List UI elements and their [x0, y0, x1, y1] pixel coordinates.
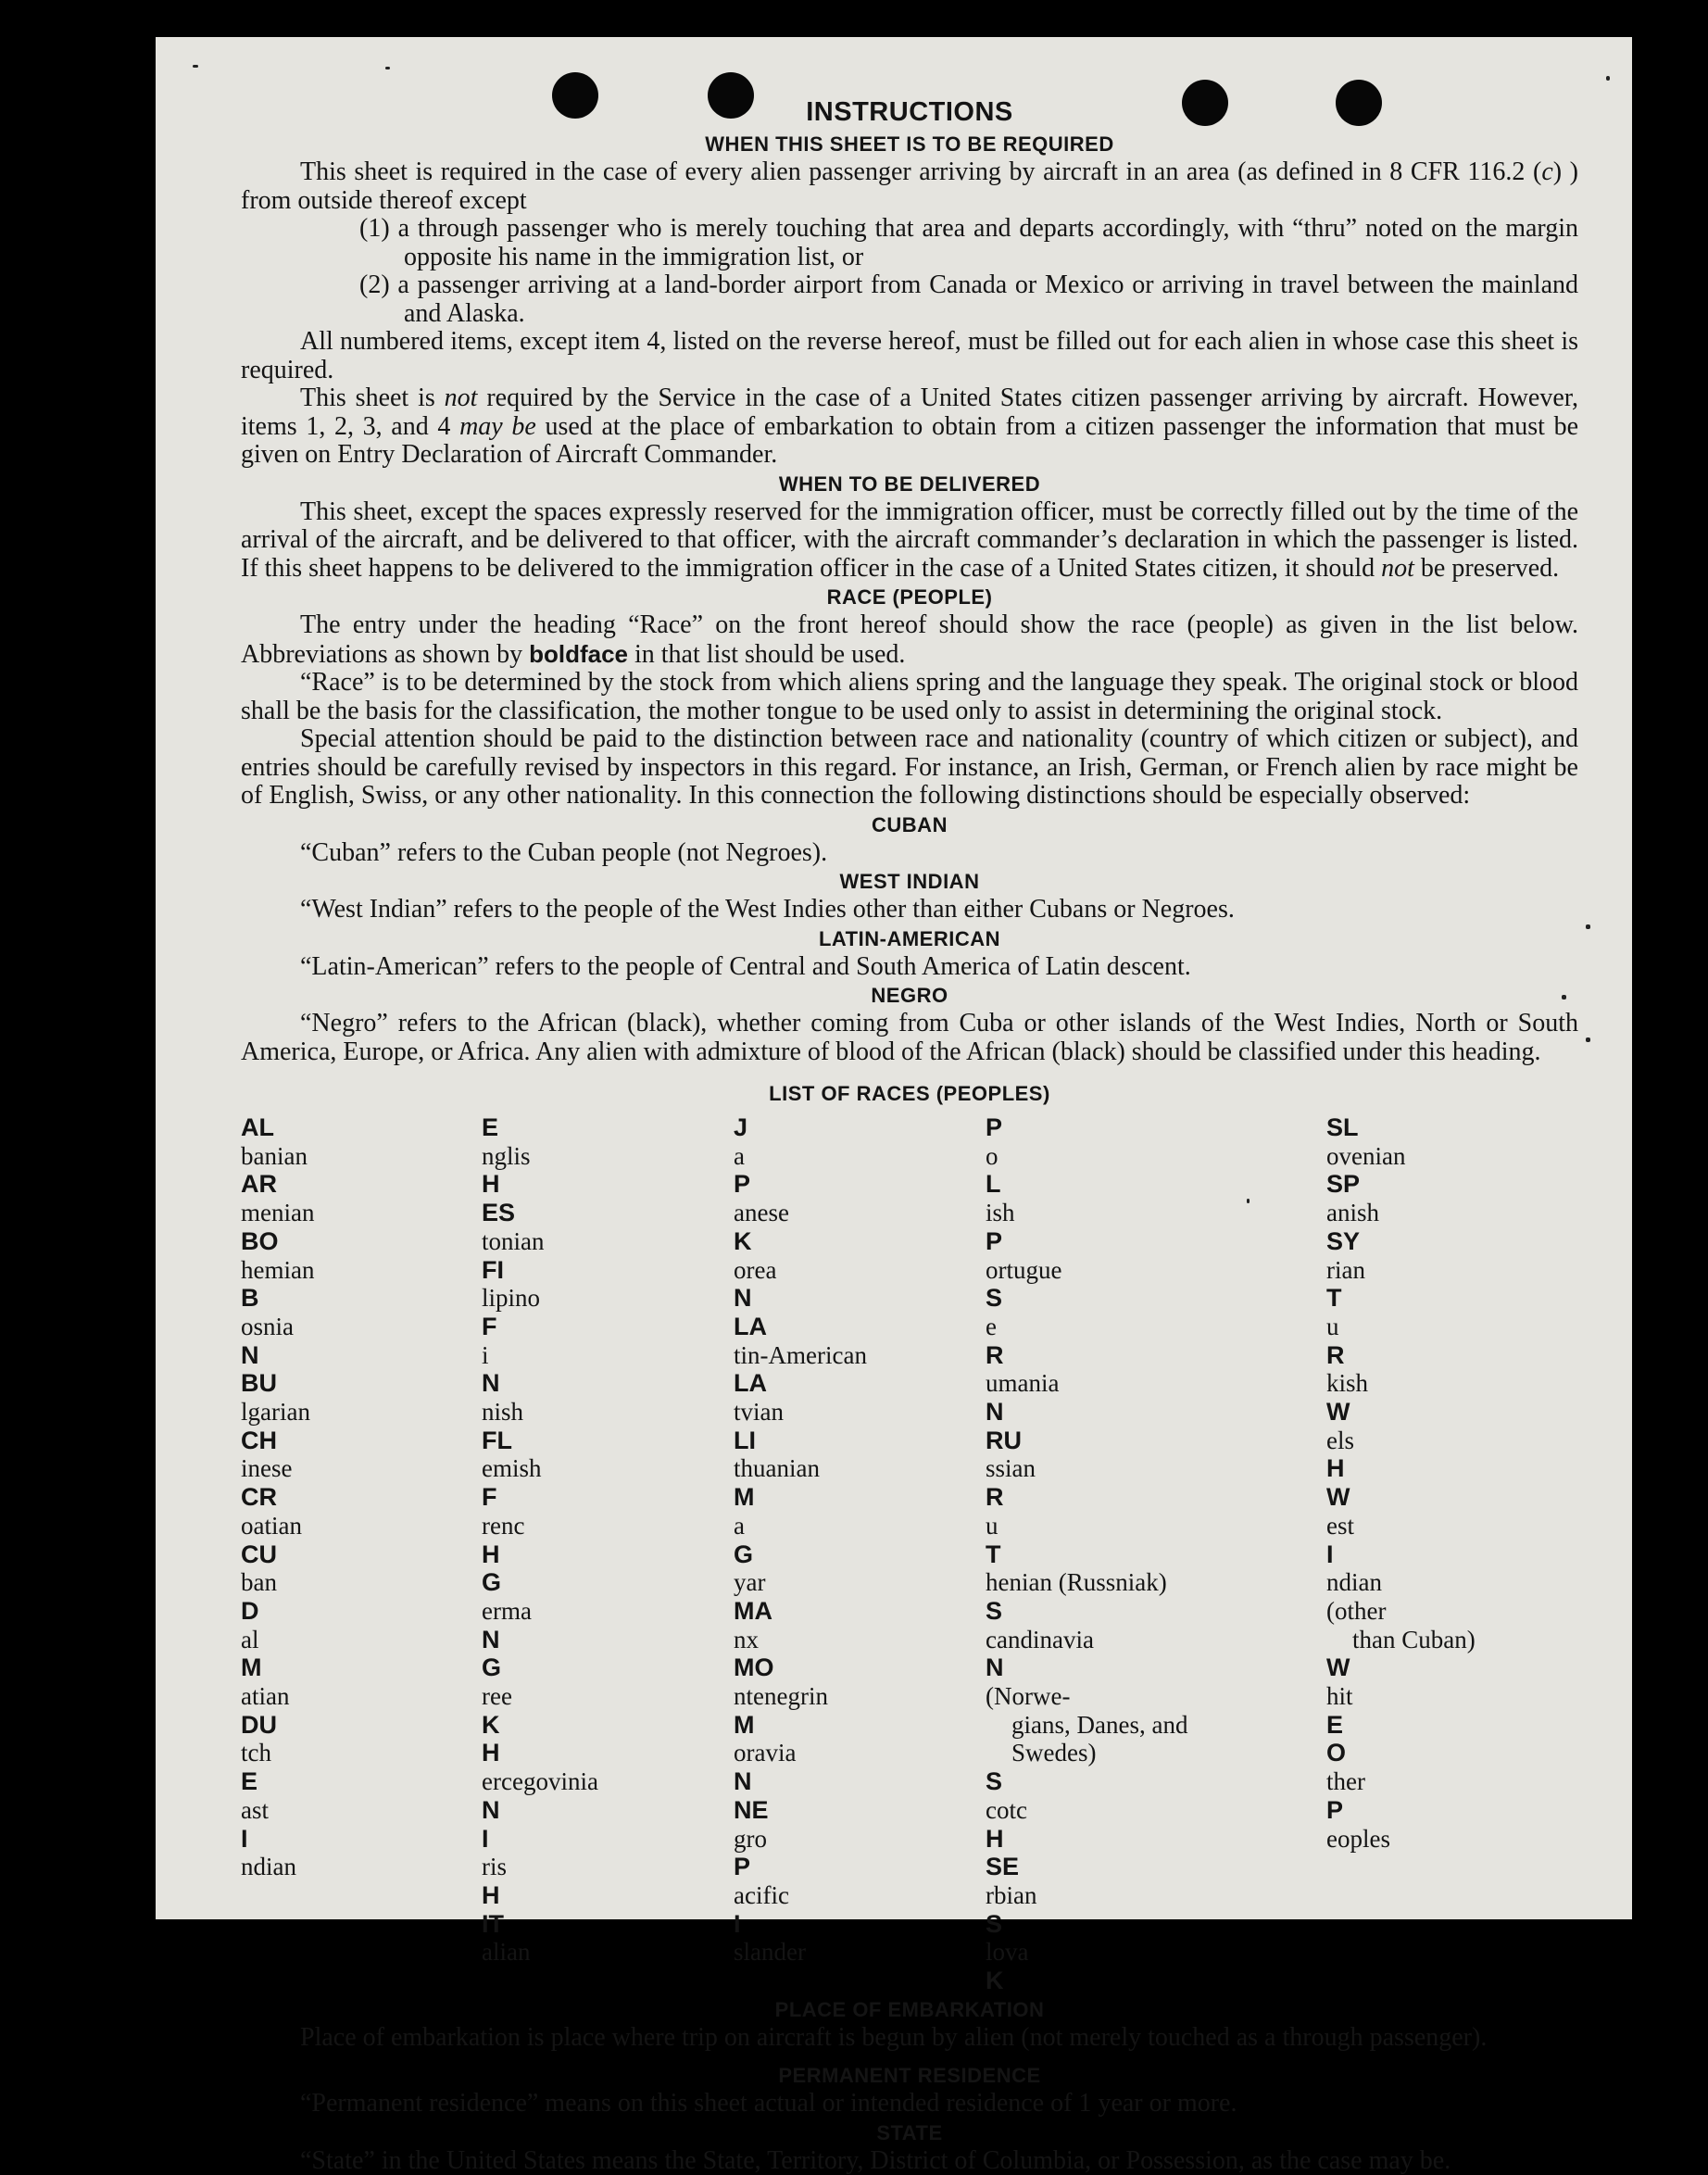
race-entry: M oravia N [734, 1710, 797, 1796]
race-entry: NE gro [734, 1795, 769, 1853]
race-entry: F i N nish [482, 1312, 524, 1427]
race-entry: P o L ish [986, 1113, 1015, 1227]
race-entry: G erma N [482, 1568, 532, 1653]
race-entry: FI lipino [482, 1255, 541, 1313]
race-entry: B osnia N [241, 1284, 294, 1369]
paragraph: This sheet is required in the case of every alien passenger arriving by aircraft in an area (as defined in 8 CFR 116.2 (c) ) from outside thereof except [241, 157, 1578, 215]
race-entry: S candinavia N (Norwe- [986, 1596, 1094, 1711]
race-entry: LI thuanian [734, 1426, 820, 1483]
race-entry: K orea N [734, 1226, 777, 1313]
race-entry: CU ban [241, 1540, 277, 1597]
race-column [241, 1113, 482, 1995]
section-heading: LATIN-AMERICAN [818, 926, 1000, 950]
race-entry: IT alian [482, 1909, 531, 1967]
race-entry: AL banian [241, 1113, 308, 1170]
race-entry: M a G yar [734, 1483, 766, 1597]
section-heading: PLACE OF EMBARKATION [774, 1997, 1045, 2021]
section-heading: WHEN THIS SHEET IS TO BE REQUIRED [705, 132, 1114, 156]
section-heading: CUBAN [872, 812, 948, 836]
paragraph: The entry under the heading “Race” on the front hereof should show the race (people) as given in the list below. Abbreviations as shown by boldface in that list should be used. [241, 610, 1578, 669]
ink-speck [193, 65, 198, 68]
section-heading: RACE (PEOPLE) [826, 585, 993, 609]
race-column [1326, 1113, 1578, 1995]
race-entry: O ther P eoples [1326, 1739, 1390, 1853]
race-entry: W els H [1326, 1398, 1354, 1483]
race-entry: S lova K [986, 1909, 1029, 1995]
section-heading: NEGRO [871, 984, 948, 1007]
section-heading: LIST OF RACES (PEOPLES) [769, 1082, 1050, 1105]
section-heading: WEST INDIAN [839, 870, 980, 893]
instructions-text [241, 94, 1578, 2175]
paragraph: This sheet is not required by the Service in the case of a United States citizen passenger arriving by aircraft. However, items 1, 2, 3, and 4 may be used at the place of embarkation to obtain from a citizen passenger the information that must be given on Entry Declaration of Aircraft Commander. [241, 383, 1579, 469]
race-entry: SP anish [1326, 1170, 1379, 1227]
race-list [241, 1113, 1578, 1995]
ink-speck [385, 67, 390, 69]
section-heading: STATE [876, 2120, 943, 2144]
race-entry: P acific I slander [734, 1853, 806, 1967]
race-entry: W est I ndian (other [1326, 1483, 1387, 1625]
race-entry: MO ntenegrin [734, 1653, 828, 1711]
ink-speck [1606, 76, 1610, 81]
section-heading: WHEN TO BE DELIVERED [778, 471, 1041, 496]
race-entry: BO hemian [241, 1226, 315, 1284]
race-entry: RU ssian [986, 1426, 1036, 1483]
race-entry: ES tonian [482, 1199, 545, 1255]
race-entry: W hit E [1326, 1653, 1353, 1739]
race-entry: BU lgarian [241, 1369, 310, 1427]
race-entry: P ortugue S e [986, 1226, 1062, 1340]
race-entry: than Cuban) [1352, 1625, 1476, 1653]
race-entry: SY rian [1326, 1226, 1365, 1284]
race-entry: E ast I ndian [241, 1767, 296, 1881]
race-entry: LA tin-American [734, 1312, 867, 1369]
section-heading: PERMANENT RESIDENCE [778, 2064, 1041, 2088]
paragraph: “State” in the United States means the State, Territory, District of Columbia, or Possession, as the case may be. [300, 2145, 1451, 2175]
race-entry: H ercegovinia N [482, 1739, 598, 1824]
race-entry: gians, Danes, and [1011, 1710, 1188, 1739]
race-entry: Swedes) [1011, 1739, 1097, 1767]
exception-item: (1) a through passenger who is merely touching that area and departs accordingly, with “thru” noted on the margin opposite his name in the immigration list, or [359, 214, 1578, 271]
race-column [482, 1113, 734, 1995]
race-entry: AR menian [241, 1170, 315, 1227]
race-entry: J a P anese [734, 1113, 789, 1227]
paragraph: Special attention should be paid to the distinction between race and nationality (country of which citizen or subject), and entries should be carefully revised by inspectors in this regard. For instance, an Irish, German, or French alien by race might be of English, Swiss, or any other nationality. In this connection the following distinctions should be especially observed: [241, 724, 1578, 810]
race-entry: CH inese [241, 1426, 293, 1483]
race-entry: G ree K [482, 1653, 512, 1739]
race-entry: FL emish [482, 1426, 542, 1483]
paragraph: “Race” is to be determined by the stock from which aliens spring and the language they speak. The original stock or blood shall be the basis for the classification, the mother tongue to be used only to assist in determining the original stock. [241, 668, 1578, 725]
page-title: INSTRUCTIONS [806, 97, 1013, 127]
race-entry: E nglis H [482, 1113, 531, 1199]
race-column [986, 1113, 1326, 1995]
paragraph: “Negro” refers to the African (black), whether coming from Cuba or other islands of the West Indies, North or South America, Europe, or Africa. Any alien with admixture of blood of the African (black) should be classified under this heading. [241, 1009, 1578, 1066]
race-entry: SE rbian [986, 1853, 1037, 1909]
race-entry: MA nx [734, 1596, 772, 1653]
race-entry: LA tvian [734, 1369, 784, 1427]
race-entry: CR oatian [241, 1483, 302, 1540]
race-entry: F renc H [482, 1483, 525, 1568]
race-entry: DU tch [241, 1710, 277, 1767]
paragraph: Place of embarkation is place where trip on aircraft is begun by alien (not merely touched as a through passenger). [300, 2022, 1488, 2052]
paragraph: “Latin-American” refers to the people of Central and South America of Latin descent. [300, 951, 1191, 981]
document-page [156, 37, 1632, 2175]
race-entry: R umania N [986, 1340, 1060, 1427]
race-entry: T u R kish [1326, 1284, 1369, 1398]
race-entry: SL ovenian [1326, 1113, 1406, 1170]
race-entry: S cotc H [986, 1767, 1027, 1853]
ink-speck [1586, 924, 1590, 929]
paragraph: “West Indian” refers to the people of the West Indies other than either Cubans or Negroes. [300, 895, 1235, 924]
paragraph: “Permanent residence” means on this sheet actual or intended residence of 1 year or more. [300, 2089, 1237, 2118]
paragraph: This sheet, except the spaces expressly reserved for the immigration officer, must be correctly filled out by the time of the arrival of the aircraft, and be delivered to that officer, with the aircraft commander’s declaration in which the passenger is listed. If this sheet happens to be delivered to the immigration officer in the case of a United States citizen, it should not be preserved. [241, 497, 1578, 583]
race-column [734, 1113, 986, 1995]
race-entry: D al M atian [241, 1596, 290, 1711]
race-entry: I ris H [482, 1824, 507, 1909]
exception-item: (2) a passenger arriving at a land-border airport from Canada or Mexico or arriving in travel between the mainland and Alaska. [359, 270, 1578, 328]
race-entry: R u T henian (Russniak) [986, 1483, 1167, 1597]
paragraph: All numbered items, except item 4, listed on the reverse hereof, must be filled out for each alien in whose case this sheet is required. [241, 327, 1578, 384]
paragraph: “Cuban” refers to the Cuban people (not Negroes). [300, 837, 828, 867]
ink-speck [1586, 1037, 1590, 1042]
